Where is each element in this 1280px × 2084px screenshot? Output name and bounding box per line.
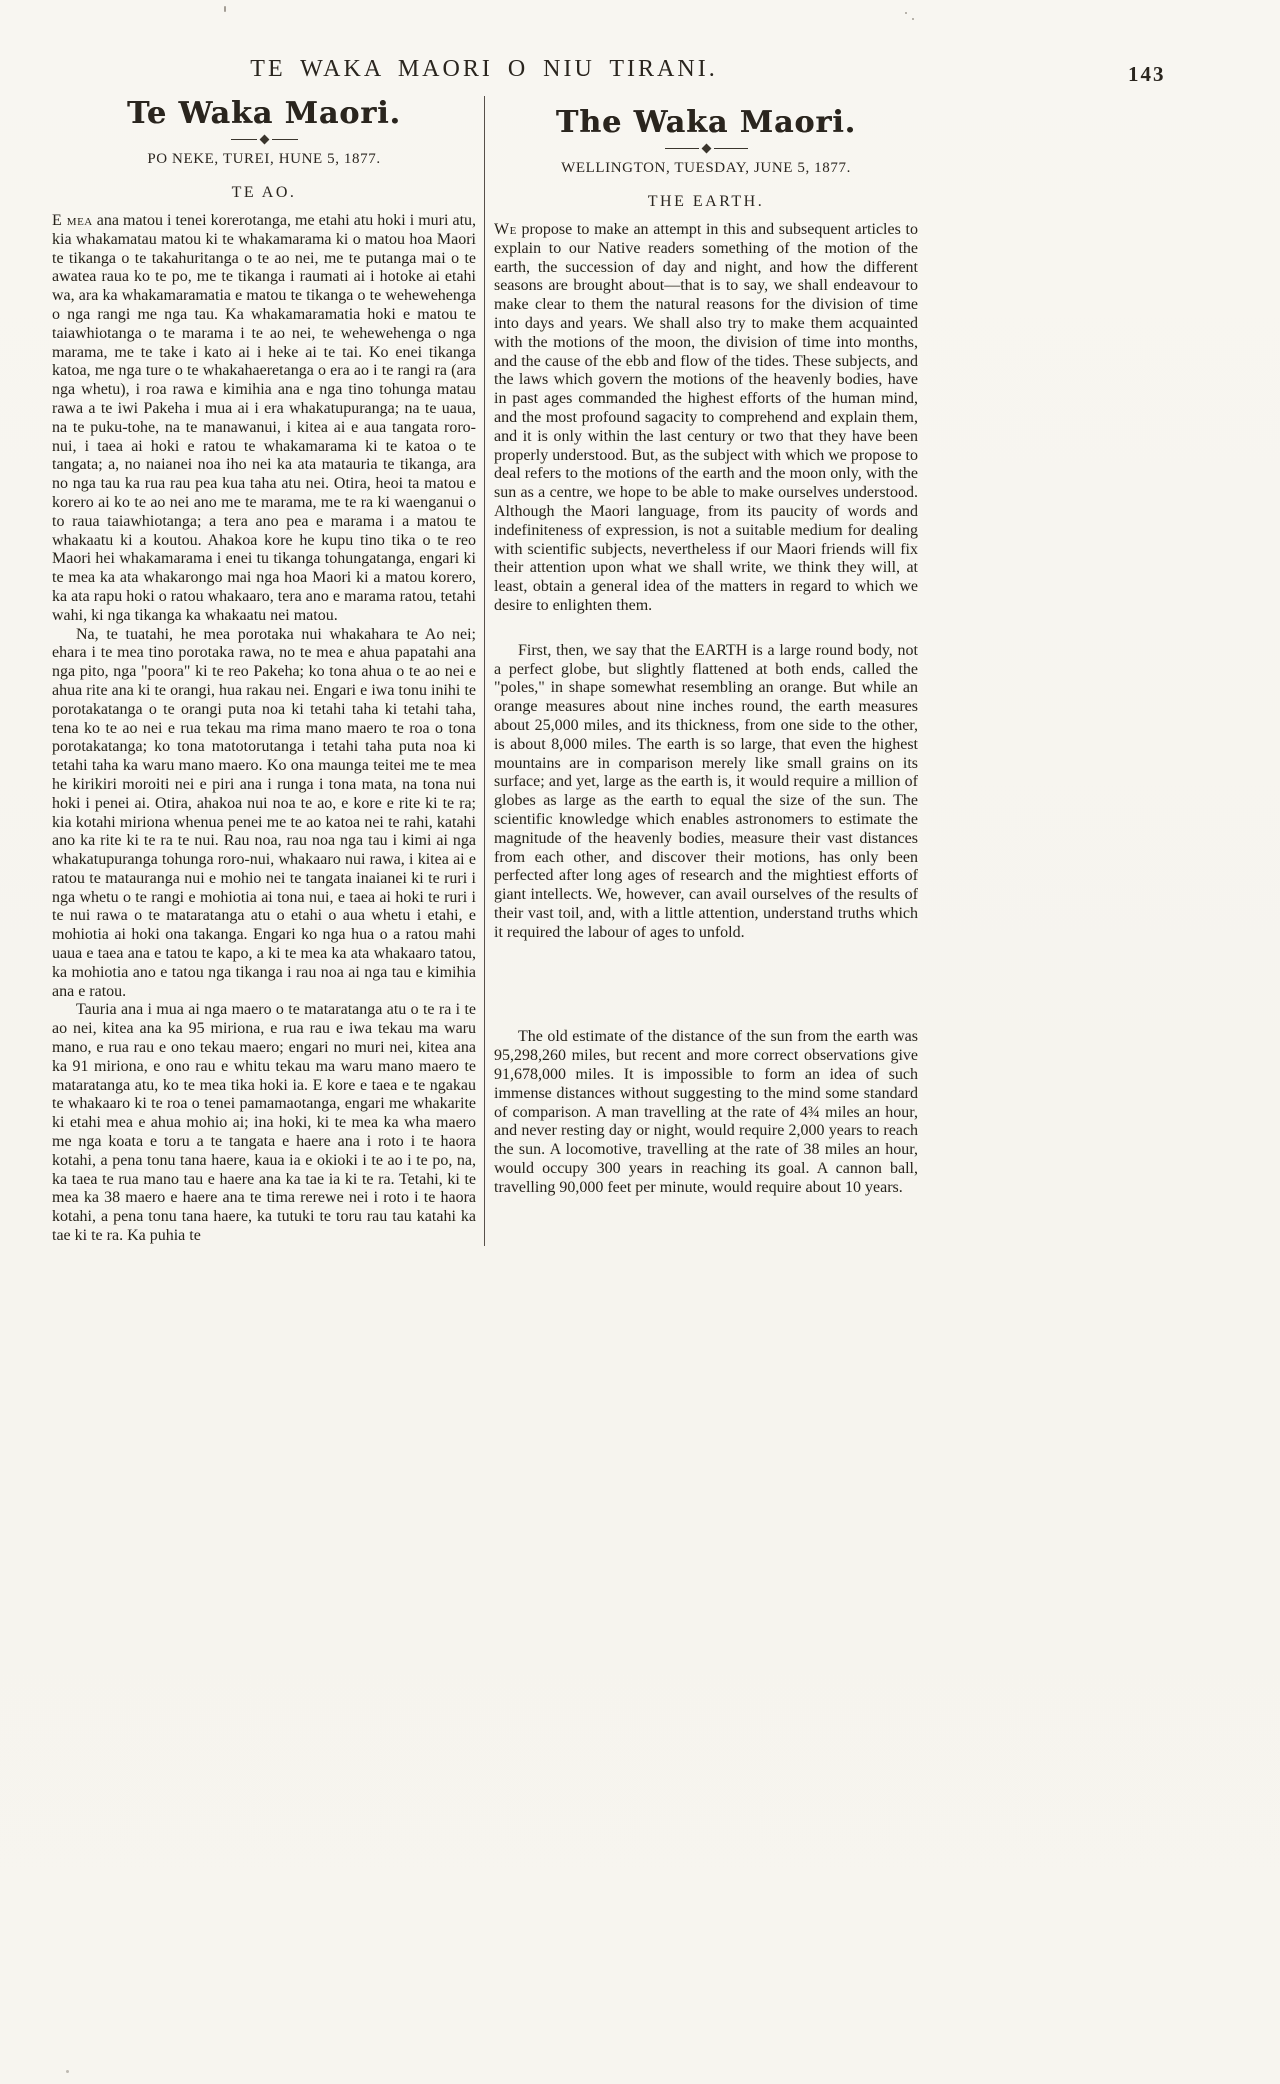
english-dateline: WELLINGTON, TUESDAY, JUNE 5, 1877. <box>561 160 851 176</box>
article-paragraph: E mea ana matou i tenei korerotanga, me etahi atu hoki i muri atu, kia whakamatau matou ki te whakamarama ki o matou hoa Maori te tikanga o te takahuritanga o te ao nei, me te putanga mai o te awatea raua ko te po, me te tikanga i raumati ai i hotoke ai etahi wa, ara ka whakamaramatia e matou te tikanga o te wehewehenga o nga rangi me nga tau. Ka whakamaramatia hoki e matou te taiawhiotanga o te marama i te ao nei, te wehewehenga o nga marama, me te take i kato ai i heke ai te tai. Ko enei tikanga katoa, me nga ture o te whakahaeretanga o era ao i te rangi ra (ara nga whetu), i roa rawa e kimihia ana e nga tino tohunga matau rawa a te iwi Pakeha i mua ai i era whakatupuranga; na te uaua, na te puku-tohe, na te manawanui, i kitea ai e aua tangata roro-nui, i taea ai hoki e ratou te whakamarama ki te katoa o te tangata; a, no naianei noa iho nei ka ata matauria te tikanga, ara no nga tau ka rua rau pea kua taha atu nei. Otira, heoi ta matou e korero ai ko te ao nei ano me te marama, me te ra ki waenganui o to raua taiawhiotanga; a tera ano pea e marama i a matou te whakaatu ki a koutou. Ahakoa kore he kupu tino tika o te reo Maori hei whakamarama i enei tu tikanga tohungatanga, engari ki te mea ka ata whakarongo mai nga hoa Maori ki a matou korero, ka ata rapu hoki o ratou whakaaro, tera ano e marama ratou, tetahi wahi, ki nga tikanga ka whakaatu nei matou. <box>52 212 477 624</box>
english-article-body <box>494 221 918 1198</box>
content-area <box>52 96 918 1246</box>
article-paragraph: Na, te tuatahi, he mea porotaka nui whakahara te Ao nei; ehara i te mea tino porotaka rawa, no te mea e ahua papatahi ana nga pito, nga "poora" ki te reo Pakeha; ko tona ahua o te ao nei e ahua rite ana ki te orangi, hua rakau nei. Engari e iwa tonu inihi te porotakatanga o te orangi puta noa ki tetahi taha ki tetahi taha, tena ko te ao nei e rua tekau ma rima mano maero te roa o tona porotakatanga; ko tona matotorutanga i tetahi taha puta noa ki tetahi taha ka waru mano maero. Ko ona maunga teitei me te mea he kirikiri moroiti nei e piri ana i runga i tona mata, na tona nui hoki i penei ai. Otira, ahakoa nui noa te ao, e kore e rite ki te ra; kia kotahi miriona whenua penei me te ao katoa nei te rahi, katahi ano ka rite ki te ra te nui. Rau noa, rau noa nga tau i kimi ai nga whakatupuranga tohunga roro-nui, whakaaro nui rawa, i kitea ai e ratou te matauranga nui e mohio nei te tangata inaianei ki te ruri i nga whetu o te rangi e mohiotia ai tona nui, e taea ai hoki te ruri i te nui rawa o te mataratanga atu o etahi o aua whetu i etahi, e mohiotia ai hoki ona takanga. Engari ko nga hua o a ratou mahi uaua e taea ana e tatou te kapo, a ki te mea ka ata whakaaro tatou, ka mohiotia ano e tatou nga tikanga i rau noa ai nga tau e kimihia ana e ratou. <box>52 625 476 1000</box>
diamond-icon <box>701 144 711 154</box>
maori-column <box>52 96 484 1246</box>
two-column-layout <box>52 96 918 1246</box>
maori-dateline: PO NEKE, TUREI, HUNE 5, 1877. <box>147 151 381 167</box>
english-column-title: The Waka Maori. <box>555 105 857 140</box>
ornament-divider <box>494 145 918 152</box>
diamond-icon <box>259 135 269 145</box>
page-number: 143 <box>1128 62 1166 86</box>
english-section-heading: THE EARTH. <box>647 193 765 210</box>
ornament-divider <box>52 136 476 143</box>
scan-speck <box>224 6 226 12</box>
english-column <box>485 96 918 1246</box>
ornament-line <box>231 139 257 140</box>
article-paragraph: We propose to make an attempt in this and subsequent articles to explain to our Native readers something of the motion of the earth, the succession of day and night, and how the different seasons are brought about—that is to say, we shall endeavour to make clear to them the natural reasons for the division of time into days and years. We shall also try to make them acquainted with the motions of the moon, the division of time into months, and the cause of the ebb and flow of the tides. These subjects, and the laws which govern the motions of the heavenly bodies, have in past ages commanded the highest efforts of the human mind, and the most profound sagacity to comprehend and explain them, and it is only within the last century or two that they have been properly understood. But, as the subject with which we propose to deal refers to the motions of the earth and the moon only, with the sun as a centre, we hope to be able to make ourselves understood. Although the Maori language, from its paucity of words and indefiniteness of expression, is not a suitable medium for dealing with scientific subjects, nevertheless if our Maori friends will fix their attention upon what we shall write, we think they will, at least, obtain a general idea of the matters in regard to which we desire to enlighten them. <box>494 221 918 614</box>
maori-column-title: Te Waka Maori. <box>127 96 401 131</box>
scan-speck <box>912 18 914 20</box>
maori-section-heading: TE AO. <box>231 184 297 201</box>
article-paragraph: First, then, we say that the EARTH is a large round body, not a perfect globe, but slightly flattened at both ends, called the "poles," in shape somewhat resembling an orange. But while an orange measures about nine inches round, the earth measures about 25,000 miles, and its thickness, from one side to the other, is about 8,000 miles. The earth is so large, that even the highest mountains are in comparison merely like small grains on its surface; and yet, large as the earth is, it would require a million of globes as large as the earth to equal the size of the sun. The scientific knowledge which enables astronomers to estimate the magnitude of the heavenly bodies, measure their vast distances from each other, and discover their motions, has only been perfected after long ages of research and the mightiest efforts of giant intellects. We, however, can avail ourselves of the results of their vast toil, and, with a little attention, understand truths which it required the labour of ages to unfold. <box>494 641 918 941</box>
scan-speck <box>66 2070 69 2073</box>
ornament-line <box>714 148 748 149</box>
article-paragraph: Tauria ana i mua ai nga maero o te mataratanga atu o te ra i te ao nei, kitea ana ka 95 miriona, e rua rau e iwa tekau ma waru mano, e rua rau e ono tekau maero; engari no muri nei, kitea ana ka 91 miriona, e ono rau e whitu tekau ma waru mano maero te mataratanga atu, ko te mea tika hoki ia. E kore e taea e te ngakau te whakaaro ki te roa o tenei pamamaotanga, engari me whakarite ki etahi mea e ahua mohio ai; ina hoki, ki te mea ka wha maero me nga koata e toru a te tangata e haere ana i roto i te haora kotahi, a pena tonu tana haere, kaua ia e okioki i te ao i te po, na, ka taea te rua mano tau e haere ana ka tae ia ki te ra. Tetahi, ki te mea ka 38 maero e haere ana te tima rerewe nei i roto i te haora kotahi, a pena tonu tana haere, ka tutuki te toru rau tau katahi ka tae ki te ra. Ka puhia te <box>52 1001 476 1245</box>
masthead-title: TE WAKA MAORI O NIU TIRANI. <box>250 56 718 82</box>
article-paragraph: The old estimate of the distance of the sun from the earth was 95,298,260 miles, but recent and more correct observations give 91,678,000 miles. It is impossible to form an idea of such immense distances without suggesting to the mind some standard of comparison. A man travelling at the rate of 4¾ miles an hour, and never resting day or night, would require 2,000 years to reach the sun. A locomotive, travelling at the rate of 38 miles an hour, would occupy 300 years in reaching its goal. A cannon ball, travelling 90,000 feet per minute, would require about 10 years. <box>494 1028 918 1196</box>
maori-article-body <box>52 212 476 1246</box>
ornament-line <box>665 148 699 149</box>
scan-speck <box>905 12 907 14</box>
ornament-line <box>272 139 298 140</box>
paragraph-lead: We <box>494 221 517 238</box>
paragraph-lead: E mea <box>52 212 93 229</box>
